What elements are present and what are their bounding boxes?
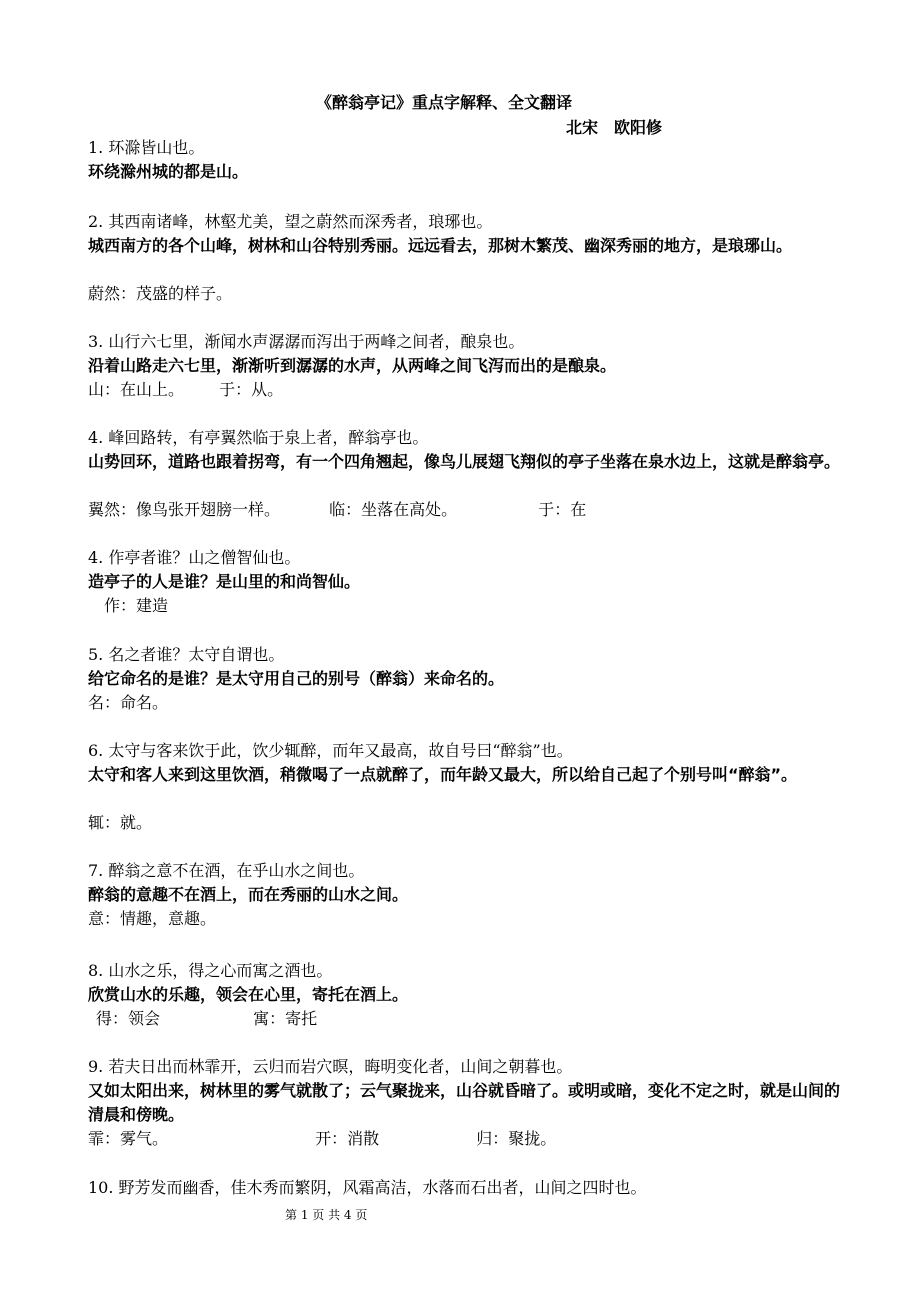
- note-9-2: 开：消散: [315, 1129, 380, 1148]
- note-3: [88, 378, 283, 402]
- note-4b-1: 作：建造: [104, 596, 169, 615]
- document-author: 北宋 欧阳修: [566, 118, 663, 137]
- translation-4a: 山势回环，道路也跟着拐弯，有一个四角翘起，像鸟儿展翅飞翔似的亭子坐落在泉水边上，这就是醉翁亭。: [88, 452, 841, 471]
- note-8-1: 得：领会: [96, 1009, 161, 1028]
- translation-2: 城西南方的各个山峰，树林和山谷特别秀丽。远远看去，那树木繁茂、幽深秀丽的地方，是琅琊山。: [88, 236, 793, 255]
- note-5-1: 名：命名。: [88, 693, 169, 712]
- document-title: 《醉翁亭记》重点字解释、全文翻译: [316, 93, 573, 112]
- translation-6: 太守和客人来到这里饮酒，稍微喝了一点就醉了，而年龄又最大，所以给自己起了个别号叫“醉翁”。: [88, 765, 798, 784]
- original-sentence-8: 8. 山水之乐，得之心而寓之酒也。: [88, 961, 333, 980]
- translation-3: 沿着山路走六七里，渐渐听到潺潺的水声，从两峰之间飞泻而出的是酿泉。: [88, 356, 617, 375]
- translation-4b: 造亭子的人是谁？是山里的和尚智仙。: [88, 572, 361, 591]
- translation-7: 醉翁的意趣不在酒上，而在秀丽的山水之间。: [88, 885, 409, 904]
- note-8-2: 寓：寄托: [253, 1009, 318, 1028]
- note-9-1: 霏：雾气。: [88, 1129, 169, 1148]
- note-8: [96, 1007, 317, 1031]
- translation-1: 环绕滁州城的都是山。: [88, 162, 249, 181]
- note-5: [88, 691, 168, 715]
- note-9: [88, 1127, 556, 1151]
- original-sentence-4b: 4. 作亭者谁？山之僧智仙也。: [88, 548, 301, 567]
- note-3-1: 山：在山上。: [88, 380, 185, 399]
- note-3-2: 于：从。: [219, 380, 284, 399]
- note-2-1: 蔚然：茂盛的样子。: [88, 284, 233, 303]
- original-sentence-4a: 4. 峰回路转，有亭翼然临于泉上者，醉翁亭也。: [88, 428, 429, 447]
- original-sentence-2: 2. 其西南诸峰，林壑尤美，望之蔚然而深秀者，琅琊也。: [88, 212, 493, 231]
- note-6-1: 辄：就。: [88, 813, 153, 832]
- translation-9: 又如太阳出来，树林里的雾气就散了；云气聚拢来，山谷就昏暗了。或明或暗，变化不定之时，就是山间的清晨和傍晚。: [88, 1081, 841, 1124]
- original-sentence-3: 3. 山行六七里，渐闻水声潺潺而泻出于两峰之间者，酿泉也。: [88, 332, 525, 351]
- note-9-3: 归：聚拢。: [476, 1129, 557, 1148]
- note-4a-2: 临：坐落在高处。: [329, 500, 458, 519]
- note-4a-3: 于：在: [538, 500, 587, 519]
- note-6: [88, 811, 152, 835]
- note-7-1: 意：情趣，意趣。: [88, 909, 217, 928]
- translation-5: 给它命名的是谁？是太守用自己的别号（醉翁）来命名的。: [88, 669, 505, 688]
- original-sentence-10: 10. 野芳发而幽香，佳木秀而繁阴，风霜高洁，水落而石出者，山间之四时也。: [88, 1178, 647, 1197]
- original-sentence-9: 9. 若夫日出而林霏开，云归而岩穴暝，晦明变化者，山间之朝暮也。: [88, 1057, 573, 1076]
- translation-8: 欣赏山水的乐趣，领会在心里，寄托在酒上。: [88, 985, 409, 1004]
- original-sentence-1: 1. 环滁皆山也。: [88, 138, 205, 157]
- note-4a-1: 翼然：像鸟张开翅膀一样。: [88, 500, 281, 519]
- page-footer: 第 1 页 共 4 页: [285, 1208, 368, 1222]
- original-sentence-6: 6. 太守与客来饮于此，饮少辄醉，而年又最高，故自号曰“醉翁”也。: [88, 741, 573, 760]
- note-4a: [88, 498, 586, 522]
- note-2: [88, 282, 232, 306]
- original-sentence-5: 5. 名之者谁？太守自谓也。: [88, 645, 285, 664]
- note-4b: [104, 594, 168, 618]
- note-7: [88, 907, 216, 931]
- original-sentence-7: 7. 醉翁之意不在酒，在乎山水之间也。: [88, 861, 365, 880]
